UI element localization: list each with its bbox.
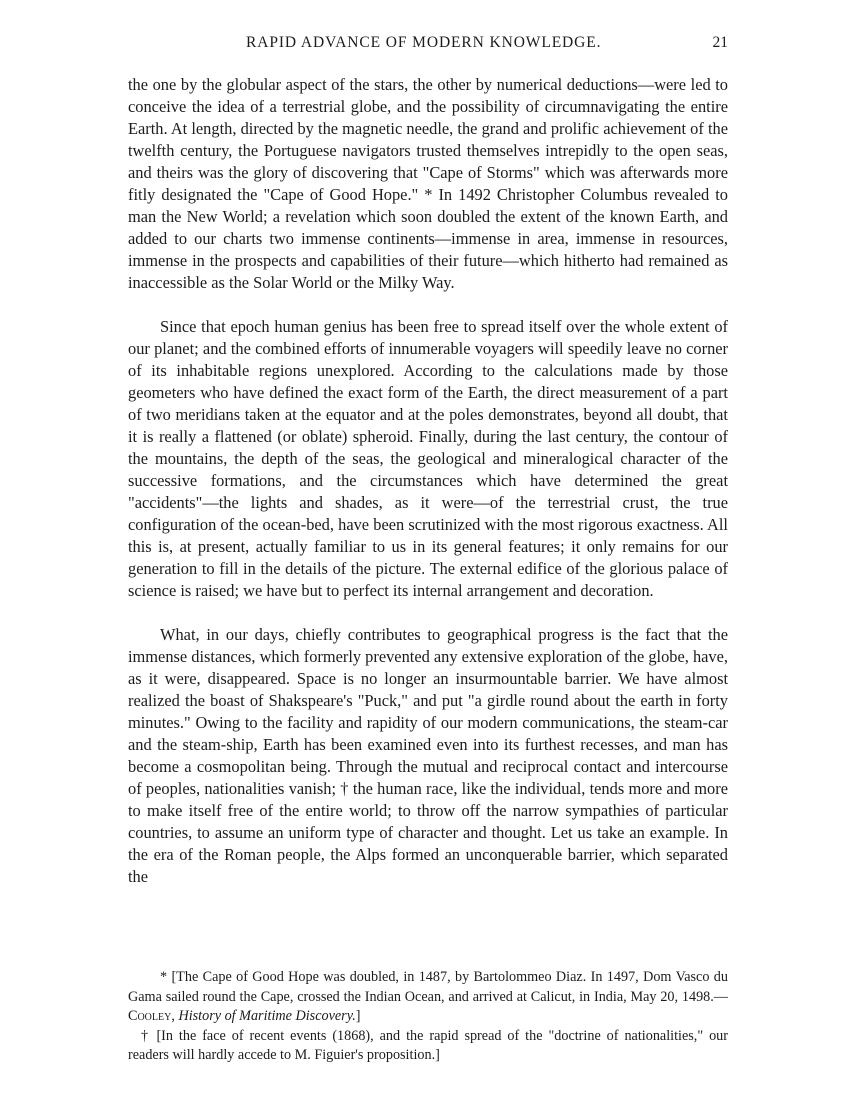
footnote-1-close: ] (355, 1008, 361, 1024)
footnote-2: † [In the face of recent events (1868), and the rapid spread of the "doctrine of nationalities," our readers will hardly accede to M. Figuier's proposition.] (128, 1027, 728, 1063)
paragraph-continued: the one by the globular aspect of the stars, the other by numerical deductions—were led to conceive the idea of a terrestrial globe, and the possibility of circumnavigating the entire Earth. At length, directed by the magnetic needle, the grand and prolific achievement of the twelfth century, the Portuguese navigators trusted themselves intrepidly to the open seas, and theirs was the glory of discovering that "Cape of Storms" which was afterwards more fitly designated the "Cape of Good Hope." * In 1492 Christopher Columbus revealed to man the New World; a revelation which soon doubled the extent of the known Earth, and added to our charts two immense continents—immense in area, immense in resources, immense in the prospects and capabilities of their future—which hitherto had remained as inaccessible as the Solar World or the Milky Way. (128, 75, 728, 292)
footnote-1-author: Cooley, (128, 1008, 175, 1024)
footnote-1-text: * [The Cape of Good Hope was doubled, in 1487, by Bartolommeo Diaz. In 1497, Dom Vasco du Gama sailed round the Cape, crossed the Indian Ocean, and arrived at Calicut, in India, May 20, 1498.— (128, 969, 728, 1005)
body-text (128, 74, 728, 910)
footnote-1 (128, 968, 728, 1027)
paragraph: Since that epoch human genius has been free to spread itself over the whole extent of our planet; and the combined efforts of innumerable voyagers will speedily leave no corner of its inhabitable regions unexplored. According to the calculations made by those geometers who have defined the exact form of the Earth, the direct measurement of a part of two meridians taken at the equator and at the poles demonstrates, beyond all doubt, that it is really a flattened (or oblate) spheroid. Finally, during the last century, the contour of the mountains, the depth of the seas, the geological and mineralogical character of the successive formations, and the circumstances which have determined the great "accidents"—the lights and shades, as it were—of the terrestrial crust, the true configuration of the ocean-bed, have been scrutinized with the most rigorous exactness. All this is, at present, actually familiar to us in its general features; it only remains for our generation to fill in the details of the picture. The external edifice of the glorious palace of science is raised; we have but to perfect its internal arrangement and decoration. (128, 317, 728, 600)
page-number: 21 (712, 34, 728, 51)
paragraph: What, in our days, chiefly contributes to geographical progress is the fact that the immense distances, which formerly prevented any extensive exploration of the globe, have, as it were, disappeared. Space is no longer an insurmountable barrier. We have almost realized the boast of Shakspeare's "Puck," and put "a girdle round about the earth in forty minutes." Owing to the facility and rapidity of our modern communications, the steam-car and the steam-ship, Earth has been examined even into its furthest recesses, and man has become a cosmopolitan being. Through the mutual and reciprocal contact and intercourse of peoples, nationalities vanish; † the human race, like the individual, tends more and more to make itself free of the entire world; to throw off the narrow sympathies of particular countries, to assume an uniform type of character and thought. Let us take an example. In the era of the Roman people, the Alps formed an unconquerable barrier, which separated the (128, 625, 728, 886)
footnotes (128, 968, 728, 1066)
running-title: RAPID ADVANCE OF MODERN KNOWLEDGE. (246, 34, 602, 51)
footnote-1-work: History of Maritime Discovery. (178, 1008, 356, 1024)
running-head (128, 34, 728, 58)
